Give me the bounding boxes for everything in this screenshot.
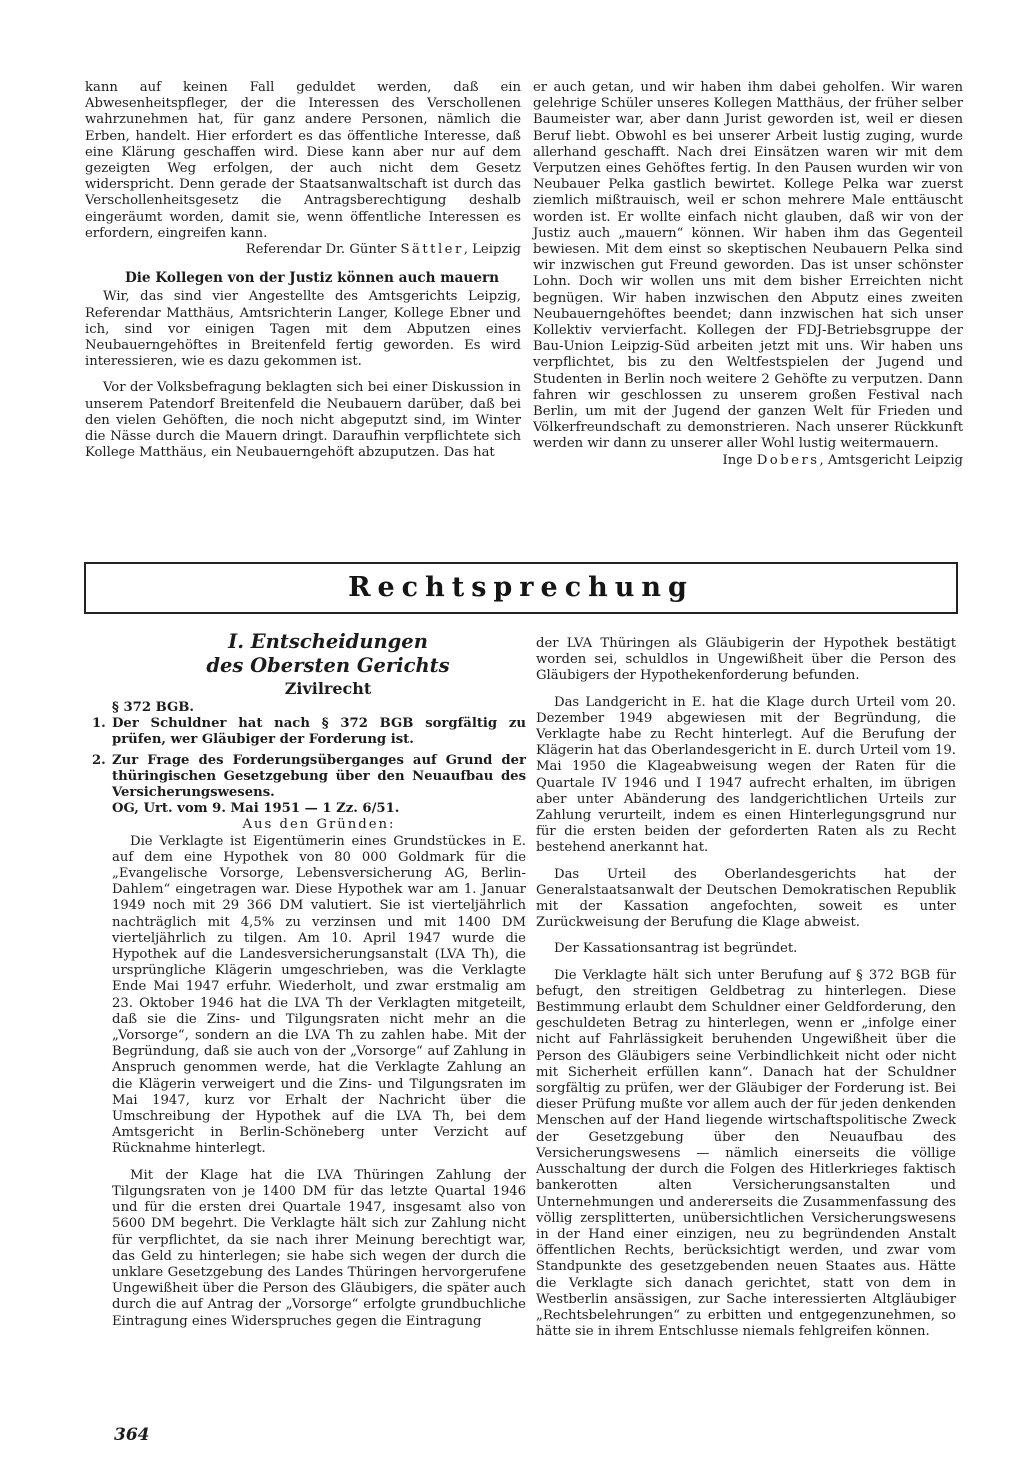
headnote: 2. Zur Frage des Forderungsüberganges auf Grund der thüringischen Gesetzgebung über den Neuaufbau des Versicherungswesens. xyxy=(92,752,526,801)
paragraph: Wir, das sind vier Angestellte des Amtsgerichts Leipzig, Referendar Matthäus, Amtsrichterin Langer, Kollege Ebner und ich, sind vor einigen Tagen mit dem Abputzen eines Neubauerngehöftes in Breitenfeld fertig geworden. Es wird interessieren, wie es dazu gekommen ist. xyxy=(85,289,521,370)
paragraph: Die Verklagte hält sich unter Berufung auf § 372 BGB für befugt, den streitigen Geldbetrag zu hinterlegen. Diese Bestimmung erlaubt dem Schuldner einer Geldforderung, den geschuldeten Betrag zu hinterlegen, wenn er „infolge einer nicht auf Fahrlässigkeit beruhenden Ungewißheit über die Person des Gläubigers seine Verbindlichkeit nicht oder nicht mit Sicherheit erfüllen kann“. Danach hat der Schuldner sorgfältig zu prüfen, wer der Gläubiger der Forderung ist. Bei dieser Prüfung mußte vor allem auch der für jeden denkenden Menschen auf der Hand liegende wirtschaftspolitische Zweck der Gesetzgebung über den Neuaufbau des Versicherungswesens — nämlich einerseits die völlige Ausschaltung der durch die Folgen des Hitlerkrieges faktisch bankerotten alten Versicherungsanstalten und Unternehmungen und andererseits die Zusammenfassung des völlig zersplitterten, unübersichtlichen Versicherungswesens in der Hand einer einzigen, neu zu begründenden Anstalt öffentlichen Rechts, berücksichtigt werden, und zwar vom Standpunkte des gesetzgebenden neuen Staates aus. Hätte die Verklagte sich danach gerichtet, statt von dem in Westberlin ansässigen, zur Sache interessierten Altgläubiger „Rechtsbelehrungen“ zu erbitten und entgegenzunehmen, so hätte sie in ihrem Entschlusse niemals fehlgreifen können. xyxy=(536,967,956,1340)
paragraph: er auch getan, und wir haben ihm dabei geholfen. Wir waren gelehrige Schüler unseres Kollegen Matthäus, der früher selber Baumeister war, aber dann Jurist geworden ist, weil er diesen Beruf liebt. Obwohl es bei unserer Arbeit lustig zuging, wurde allerhand geschafft. Nach drei Einsätzen waren wir mit dem Verputzen eines Gehöftes fertig. In den Pausen wurden wir von Neubauer Pelka gastlich bewirtet. Kollege Pelka war zuerst ziemlich mißtrauisch, weil er schon mehrere Male enttäuscht worden ist. Er wollte einfach nicht glauben, daß wir von der Justiz auch „mauern“ können. Wir haben ihm das Gegenteil bewiesen. Mit dem einst so skeptischen Neubauern Pelka sind wir inzwischen gut Freund geworden. Das ist unser schönster Lohn. Doch wir wollen uns mit dem bisher Erreichten nicht begnügen. Wir haben inzwischen den Abputz eines zweiten Neubauerngehöftes beendet; dann inzwischen hat sich unser Kollektiv vervierfacht. Kollegen der FDJ-Betriebsgruppe der Bau-Union Leipzig-Süd arbeiten jetzt mit uns. Wir haben uns verpflichtet, bis zu den Weltfestspielen der Jugend und Studenten in Berlin noch weitere 2 Gehöfte zu verputzen. Dann fahren wir geschlossen zu unserem großen Festival nach Berlin, um mit der Jugend der ganzen Welt für Frieden und Völkerfreundschaft zu demonstrieren. Nach unserer Rückkunft werden wir dann zu unserer aller Wohl lustig weitermauern. xyxy=(533,80,963,452)
decision-heading-line1: I. Entscheidungen xyxy=(228,630,428,653)
paragraph: Die Verklagte ist Eigentümerin eines Grundstückes in E. auf dem eine Hypothek von 80 000 Goldmark für die „Evangelische Vorsorge, Lebensversicherung AG, Berlin-Dahlem“ eingetragen war. Diese Hypothek war am 1. Januar 1949 noch mit 29 366 DM valutiert. Sie ist vierteljährlich nachträglich mit 4,5% zu verzinsen und mit 1400 DM vierteljährlich zu tilgen. Am 10. April 1947 wurde die Hypothek auf die Landesversicherungsanstalt (LVA Th), die ursprüngliche Klägerin umgeschrieben, was die Verklagte Ende Mai 1947 erfuhr. Wiederholt, und zwar erstmalig am 23. Oktober 1946 hat die LVA Th der Verklagten mitgeteilt, daß sie die Zins- und Tilgungsraten nicht mehr an die „Vorsorge“, sondern an die LVA Th zu zahlen habe. Mit der Begründung, daß sie auch von der „Vorsorge“ auf Zahlung in Anspruch genommen werde, hat die Verklagte Zahlung an die Klägerin verweigert und die Zins- und Tilgungsraten im Mai 1947, kurz vor Erhalt der Nachricht über die Umschreibung der Hypothek auf die LVA Th, bei dem Amtsgericht in Berlin-Schöneberg unter Verzicht auf Rücknahme hinterlegt. xyxy=(112,833,526,1157)
top-right-column xyxy=(533,80,963,469)
top-left-column xyxy=(85,80,521,461)
headnote: 1. Der Schuldner hat nach § 372 BGB sorgfältig zu prüfen, wer Gläubiger der Forderung ist. xyxy=(92,716,526,748)
signature: Inge Dobers, Amtsgericht Leipzig xyxy=(722,452,963,468)
bottom-right-column xyxy=(536,636,956,1340)
paragraph: Mit der Klage hat die LVA Thüringen Zahlung der Tilgungsraten von je 1400 DM für das letzte Quartal 1946 und für die ersten drei Quartale 1947, insgesamt also von 5600 DM begehrt. Die Verklagte hält sich zur Zahlung nicht für verpflichtet, da sie nach ihrer Meinung berechtigt war, das Geld zu hinterlegen; sie habe sich wegen der durch die unklare Gesetzgebung des Landes Thüringen hervorgerufene Ungewißheit über die Person des Gläubigers, die später auch durch die auf Antrag der „Vorsorge“ erfolgte grundbuchliche Eintragung eines Widerspruches gegen die Eintragung xyxy=(112,1167,526,1329)
paragraph: Der Kassationsantrag ist begründet. xyxy=(554,941,798,957)
paragraph: Das Urteil des Oberlandesgerichts hat der Generalstaatsanwalt der Deutschen Demokratischen Republik mit der Kassation angefochten, soweit es unter Zurückweisung der Berufung die Klage abweist. xyxy=(536,866,956,931)
decision-heading-line2: des Obersten Gerichts xyxy=(206,654,450,677)
paragraph: Das Landgericht in E. hat die Klage durch Urteil vom 20. Dezember 1949 abgewiesen mit der Begründung, die Verklagte habe zu Recht hinterlegt. Auf die Berufung der Klägerin hat das Oberlandesgericht in E. durch Urteil vom 19. Mai 1950 die Klageabweisung wegen der Raten für die Quartale IV 1946 und I 1947 aufrecht erhalten, im übrigen aber unter Abänderung des landgerichtlichen Urteils zur Zahlung verurteilt, indem es einen Hinterlegungsgrund nur für die ersten beiden der geforderten Raten als zu Recht bestehend anerkannt hat. xyxy=(536,694,956,856)
subheading: Zivilrecht xyxy=(284,679,372,698)
paragraph: der LVA Thüringen als Gläubigerin der Hypothek bestätigt worden sei, schuldlos in Ungewißheit über die Person des Gläubigers der Hypothekenforderung befunden. xyxy=(536,636,956,684)
grounds-label: Aus den Gründen: xyxy=(242,817,396,833)
signature: Referendar Dr. Günter Sättler, Leipzig xyxy=(245,242,521,258)
paragraph: Vor der Volksbefragung beklagten sich bei einer Diskussion in unserem Patendorf Breitenfeld die Neubauern darüber, daß bei den vielen Gehöften, die noch nicht abgeputzt sind, im Winter die Nässe durch die Mauern dringt. Daraufhin verpflichtete sich Kollege Matthäus, ein Neubauerngehöft abzuputzen. Das hat xyxy=(85,380,521,461)
court-citation: OG, Urt. vom 9. Mai 1951 — 1 Zz. 6/51. xyxy=(112,801,400,817)
section-banner: Rechtsprechung xyxy=(84,562,958,614)
page-number: 364 xyxy=(114,1425,150,1445)
bottom-left-column xyxy=(92,630,526,1330)
law-reference: § 372 BGB. xyxy=(112,700,194,715)
section-heading: Die Kollegen von der Justiz können auch mauern xyxy=(124,270,500,287)
paragraph: kann auf keinen Fall geduldet werden, daß ein Abwesenheitspfleger, der die Interessen des Verschollenen wahrzunehmen hat, für ganz andere Personen, nämlich die Erben, handelt. Hier erfordert es das öffentliche Interesse, daß eine Klärung geschaffen wird. Diese kann aber nur auf dem gezeigten Weg erfolgen, der auch nicht dem Gesetz widerspricht. Denn gerade der Staatsanwaltschaft ist durch das Verschollenheitsgesetz die Antragsberechtigung deshalb eingeräumt worden, damit sie, wenn öffentliche Interessen es erfordern, eingreifen kann. xyxy=(85,80,521,241)
